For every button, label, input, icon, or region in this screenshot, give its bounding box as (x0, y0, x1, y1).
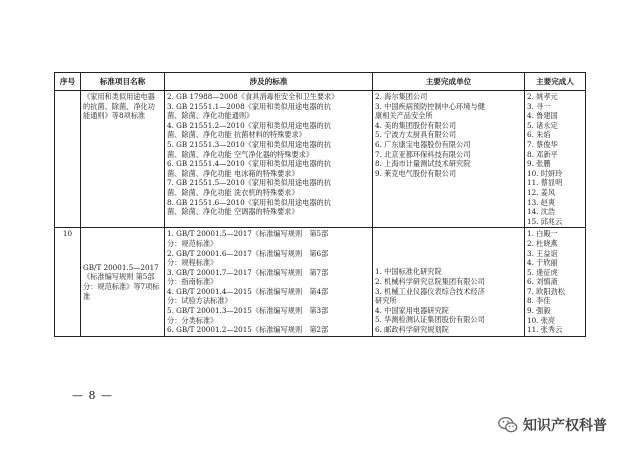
standard-line: 4. GB/T 20001.4—2015《标准编写规则 第4部 (167, 286, 329, 296)
table-row (55, 228, 586, 337)
person-line: 4. 于欣丽 (527, 258, 558, 268)
header-standards: 涉及的标准 (165, 73, 373, 91)
project-name-text: GB/T 20001.5—2017《标准编写规则 第5部分：规范标准》等7项标准 (83, 262, 160, 301)
unit-line: 7. 北京亚都环保科技有限公司 (375, 149, 471, 159)
person-line: 12. 姜风 (527, 187, 556, 197)
standard-line: 分：分类标准》 (167, 315, 218, 325)
person-line: 3. 王益谊 (527, 248, 558, 258)
person-line: 6. 刘慎斋 (527, 277, 558, 287)
header-serial: 序号 (55, 73, 81, 91)
row-project-name (81, 91, 165, 228)
cell-spacer (375, 229, 522, 267)
standard-line: 分：规程标准》 (167, 258, 218, 268)
person-line: 15. 邱兆云 (527, 216, 563, 226)
unit-line: 3. 机械工业仪器仪表综合技术经济 (375, 286, 485, 296)
standard-line: 分：指南标准》 (167, 277, 218, 287)
unit-line: 8. 上海市计量测试技术研究院 (375, 159, 471, 169)
row-persons (525, 91, 586, 228)
unit-line: 2. 机械科学研究总院集团有限公司 (375, 276, 485, 286)
person-line: 4. 鲁建国 (527, 111, 558, 121)
watermark (497, 413, 607, 437)
unit-line: 研究所 (375, 296, 397, 306)
standard-line: 菌、除菌、净化功能 抗菌材料的特殊要求》 (167, 130, 306, 140)
standard-line: 分：试验方法标准》 (167, 296, 232, 306)
row-persons (525, 228, 586, 337)
standard-line: 分：规范标准》 (167, 238, 218, 248)
row-units (373, 228, 525, 337)
header-persons: 主要完成人 (525, 73, 586, 91)
person-line: 13. 赵爽 (527, 197, 556, 207)
person-line: 8. 邓新平 (527, 149, 558, 159)
standard-line: 菌、除菌、净化功能 电冰箱的特殊要求》 (167, 168, 299, 178)
unit-line: 5. 华测检测认证集团股份有限公司 (375, 315, 485, 325)
standard-line: 2. GB 17988—2008《食具消毒柜安全和卫生要求》 (167, 92, 339, 101)
standard-line: 8. GB 21551.6—2010《家用和类似用途电器的抗 (167, 197, 331, 207)
row-standards (165, 228, 373, 337)
standard-line: 3. GB/T 20001.7—2017《标准编写规则 第7部 (167, 267, 329, 277)
person-line: 9. 张鹏 (527, 159, 551, 169)
standards-table (54, 72, 586, 337)
watermark-text: 知识产权科普 (523, 418, 607, 434)
person-line: 2. 杜晓燕 (527, 238, 558, 248)
person-line: 3. 寻一 (527, 101, 551, 111)
person-line: 11. 蔡显明 (527, 178, 563, 188)
standard-line: 7. GB 21551.5—2010《家用和类似用途电器的抗 (167, 178, 331, 188)
unit-line: 4. 中国家用电器研究院 (375, 305, 449, 315)
person-line: 10. 张亮 (527, 315, 556, 325)
person-line: 5. 逄征虎 (527, 267, 558, 277)
unit-line: 6. 广东康宝电器股份有限公司 (375, 139, 471, 149)
table-row (55, 91, 586, 228)
page-number: — 8 — (72, 389, 113, 402)
standard-line: 5. GB/T 20001.3—2015《标准编写规则 第3部 (167, 306, 329, 316)
standard-line: 2. GB/T 20001.6—2017《标准编写规则 第6部 (167, 248, 329, 258)
person-line: 10. 时妍玲 (527, 168, 563, 178)
unit-line: 2. 海尔集团公司 (375, 92, 428, 101)
standard-line: 5. GB 21551.3—2010《家用和类似用途电器的抗 (167, 139, 331, 149)
unit-line: 6. 邮政科学研究规划院 (375, 324, 449, 334)
header-units: 主要完成单位 (373, 73, 525, 91)
standard-line: 菌、除菌、净化功能 空调器的特殊要求》 (167, 207, 299, 217)
standard-line: 6. GB/T 20001.2—2015《标准编写规则 第2部 (167, 325, 329, 335)
person-line: 7. 欧阳劲松 (527, 286, 565, 296)
row-serial: 10 (55, 228, 81, 337)
person-line: 6. 朱焰 (527, 130, 551, 140)
standard-line: 4. GB 21551.2—2010《家用和类似用途电器的抗 (167, 120, 331, 130)
row-standards (165, 91, 373, 228)
standard-line: 1. GB/T 20001.5—2017《标准编写规则 第5部 (167, 229, 329, 239)
standard-line: 菌、除菌、净化功能通则》 (167, 111, 254, 121)
table-header-row (55, 73, 586, 91)
project-name-text: 《家用和类似用途电器的抗菌、除菌、净化功能通则》等8项标准 (83, 92, 155, 121)
person-line: 8. 李佳 (527, 296, 551, 306)
person-line: 5. 诸永定 (527, 120, 558, 130)
standard-line: 6. GB 21551.4—2010《家用和类似用途电器的抗 (167, 159, 331, 169)
unit-line: 5. 宁波方太厨具有限公司 (375, 130, 457, 140)
row-project-name (81, 228, 165, 337)
row-serial (55, 91, 81, 228)
person-line: 9. 强毅 (527, 306, 551, 316)
standard-line: 3. GB 21551.1—2008《家用和类似用途电器的抗 (167, 101, 331, 111)
unit-line: 康相关产品安全所 (375, 111, 433, 121)
person-line: 7. 蔡俊华 (527, 139, 558, 149)
person-line: 1. 白殿一 (527, 229, 558, 239)
unit-line: 4. 美的集团股份有限公司 (375, 120, 457, 130)
wechat-icon (497, 414, 519, 436)
standard-line: 菌、除菌、净化功能 空气净化器的特殊要求》 (167, 149, 314, 159)
unit-line: 3. 中国疾病预防控制中心环境与健 (375, 101, 485, 111)
person-line: 11. 张秀云 (527, 325, 563, 335)
person-line: 14. 沈浩 (527, 207, 556, 217)
person-line: 2. 姚孝元 (527, 92, 558, 101)
standard-line: 菌、除菌、净化功能 洗衣机的特殊要求》 (167, 187, 299, 197)
unit-line: 9. 莱克电气股份有限公司 (375, 168, 457, 178)
unit-line: 1. 中国标准化研究院 (375, 267, 442, 277)
header-project-name: 标准项目名称 (81, 73, 165, 91)
row-units (373, 91, 525, 228)
